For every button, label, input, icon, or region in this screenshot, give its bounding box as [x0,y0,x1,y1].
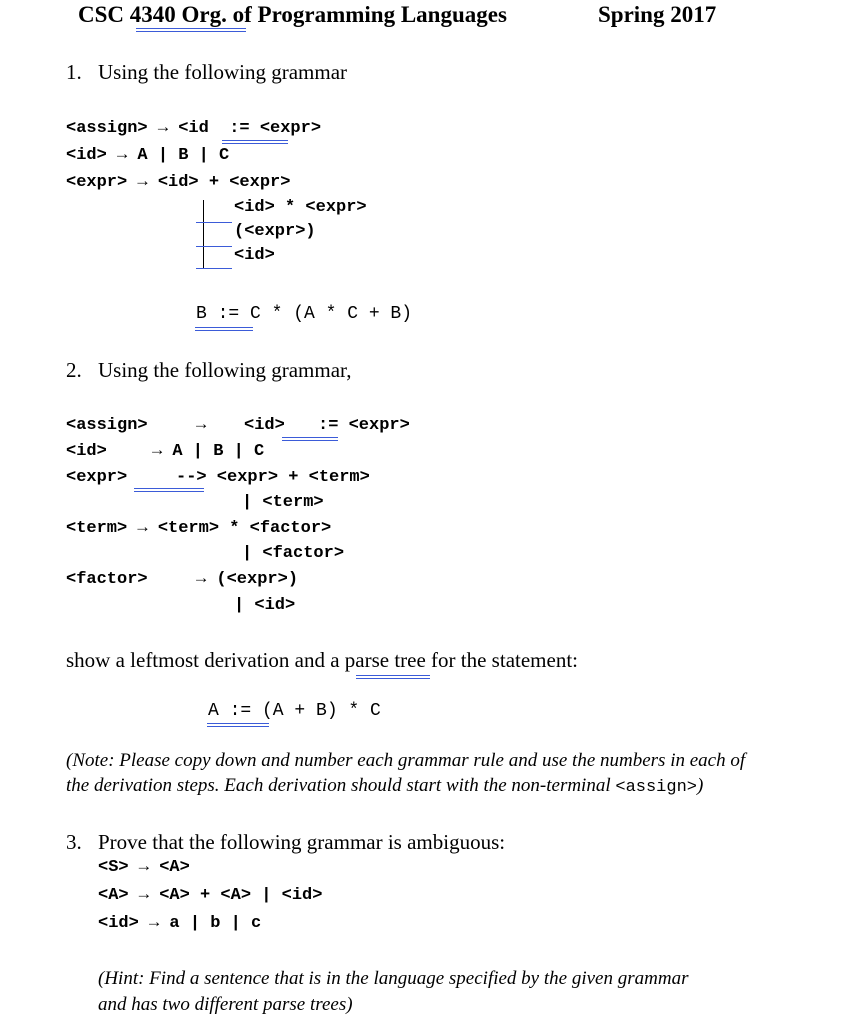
q2-prompt: Using the following grammar, [98,358,352,382]
q1-number: 1. [66,60,82,84]
q1-statement: B := C * (A * C + B) [196,304,413,324]
q2-assign-id: <id> [244,416,285,435]
q2-note-line2: the derivation steps. Each derivation should start with the non-terminal <assign>) [66,775,704,797]
alt-bar [203,200,204,268]
spellcheck-underline [134,488,204,492]
q2-assign-rhs: := <expr> [318,416,410,435]
course-title: CSC 4340 Org. of Programming Languages [78,2,507,27]
spellcheck-underline [282,437,338,441]
q2-number: 2. [66,358,82,382]
spellcheck-underline [136,28,246,32]
q2-assign-lhs: <assign> [66,416,148,435]
q2-id-lhs: <id> [66,442,107,461]
q2-factor-rhs: → (<expr>) [196,570,299,589]
q2-factor-lhs: <factor> [66,570,148,589]
alt-underline [196,268,232,269]
q3-hint-line1: (Hint: Find a sentence that is in the language specified by the given grammar [98,968,689,989]
q1-rule-assign: <assign> → <id := <expr> [66,119,322,138]
spellcheck-underline [195,327,253,331]
q1-alt-mult: <id> * <expr> [234,198,367,217]
q1-alt-id: <id> [234,246,275,265]
q2-statement: A := (A + B) * C [208,701,381,721]
q2-note-line1: (Note: Please copy down and number each grammar rule and use the numbers in each of [66,750,746,771]
q3-prompt: Prove that the following grammar is ambiguous: [98,830,506,854]
q2-expr-lhs: <expr> [66,468,128,487]
q2-term-alt: | <factor> [242,544,345,563]
q2-assign-arrow: → [196,416,207,435]
q1-prompt: Using the following grammar [98,60,348,84]
q1-rule-id: <id> → A | B | C [66,146,230,165]
q1-alt-paren: (<expr>) [234,222,316,241]
q3-rule-s: <S> → <A> [98,858,190,877]
spellcheck-underline [207,723,269,727]
q3-rule-id: <id> → a | b | c [98,914,262,933]
term: Spring 2017 [598,2,717,27]
alt-underline [196,222,232,223]
q2-expr-rhs: --> <expr> + <term> [176,468,370,487]
q3-rule-a: <A> → <A> + <A> | <id> [98,886,323,905]
q2-id-rhs: → A | B | C [152,442,265,461]
spellcheck-underline [356,675,430,679]
q3-number: 3. [66,830,82,854]
q2-instruction: show a leftmost derivation and a parse tree for the statement: [66,648,578,672]
q1-rule-expr: <expr> → <id> + <expr> [66,173,291,192]
q2-term-rule: <term> → <term> * <factor> [66,519,332,538]
q3-hint-line2: and has two different parse trees) [98,994,353,1015]
q2-factor-alt: | <id> [234,596,296,615]
spellcheck-underline [222,140,288,144]
q2-expr-alt: | <term> [242,493,324,512]
inline-code-assign: <assign> [615,778,697,797]
alt-underline [196,246,232,247]
